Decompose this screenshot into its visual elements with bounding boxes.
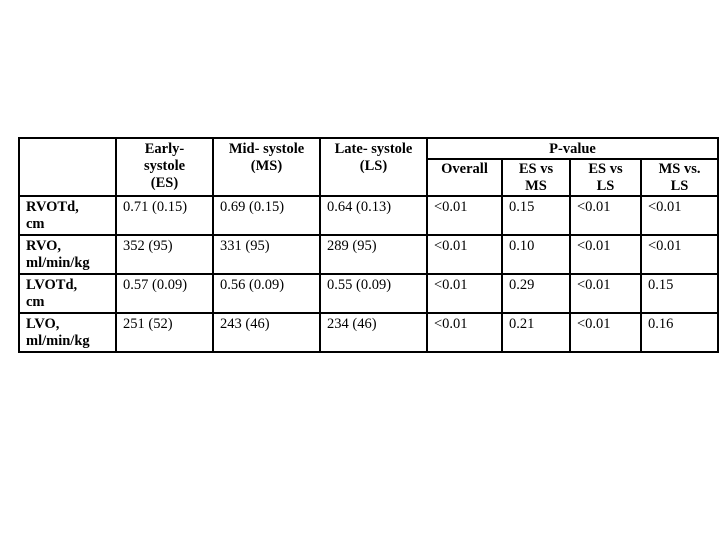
header-early-systole [116,138,213,196]
row-label-line1: LVO, [26,316,60,332]
cell-p-ms-vs-ls: 0.16 [641,313,718,352]
table-row [19,235,718,274]
row-label [19,313,116,352]
cell-p-es-vs-ls: <0.01 [570,274,641,313]
cell-p-es-vs-ls: <0.01 [570,235,641,274]
row-label [19,235,116,274]
cell-mid-systole: 0.69 (0.15) [213,196,320,235]
cell-p-es-vs-ms: 0.15 [502,196,570,235]
header-blank-cell [19,138,116,196]
cell-late-systole: 289 (95) [320,235,427,274]
header-mid-systole-line2: (MS) [250,158,283,174]
header-ms-vs-ls-line2: LS [670,178,689,194]
header-es-vs-ls [570,159,641,196]
header-row-1 [19,138,718,159]
header-mid-systole-line1: Mid- systole [228,141,305,157]
table-row [19,313,718,352]
row-label-line2: cm [26,216,45,232]
header-es-vs-ls-line2: LS [596,178,615,194]
results-table [18,137,719,353]
cell-p-ms-vs-ls: 0.15 [641,274,718,313]
cell-p-es-vs-ms: 0.10 [502,235,570,274]
header-overall-label: Overall [441,161,488,177]
cell-early-systole: 0.71 (0.15) [116,196,213,235]
cell-p-es-vs-ls: <0.01 [570,196,641,235]
row-label-line1: RVOTd, [26,199,79,215]
table-row [19,196,718,235]
header-overall [427,159,502,196]
cell-p-overall: <0.01 [427,196,502,235]
table-row [19,274,718,313]
header-es-vs-ms-line2: MS [525,178,547,194]
header-early-systole-line2: systole [143,158,186,174]
header-late-systole-line2: (LS) [359,158,388,174]
row-label-line1: RVO, [26,238,62,254]
cell-late-systole: 234 (46) [320,313,427,352]
header-es-vs-ms [502,159,570,196]
cell-early-systole: 352 (95) [116,235,213,274]
cell-p-es-vs-ms: 0.21 [502,313,570,352]
cell-p-overall: <0.01 [427,235,502,274]
cell-mid-systole: 243 (46) [213,313,320,352]
header-early-systole-line3: (ES) [150,175,179,191]
row-label [19,196,116,235]
cell-late-systole: 0.55 (0.09) [320,274,427,313]
row-label [19,274,116,313]
cell-late-systole: 0.64 (0.13) [320,196,427,235]
header-p-value: P-value [427,138,718,159]
cell-mid-systole: 0.56 (0.09) [213,274,320,313]
cell-p-es-vs-ls: <0.01 [570,313,641,352]
cell-p-overall: <0.01 [427,313,502,352]
row-label-line2: ml/min/kg [26,333,90,349]
row-label-line1: LVOTd, [26,277,78,293]
cell-p-overall: <0.01 [427,274,502,313]
cell-p-ms-vs-ls: <0.01 [641,235,718,274]
header-es-vs-ms-line1: ES vs [518,161,554,177]
header-mid-systole [213,138,320,196]
header-early-systole-line1: Early- [144,141,185,157]
row-label-line2: ml/min/kg [26,255,90,271]
header-ms-vs-ls [641,159,718,196]
cell-p-ms-vs-ls: <0.01 [641,196,718,235]
header-ms-vs-ls-line1: MS vs. [658,161,701,177]
cell-early-systole: 251 (52) [116,313,213,352]
header-late-systole-line1: Late- systole [334,141,413,157]
header-es-vs-ls-line1: ES vs [588,161,623,177]
cell-p-es-vs-ms: 0.29 [502,274,570,313]
cell-mid-systole: 331 (95) [213,235,320,274]
cell-early-systole: 0.57 (0.09) [116,274,213,313]
row-label-line2: cm [26,294,45,310]
header-late-systole [320,138,427,196]
